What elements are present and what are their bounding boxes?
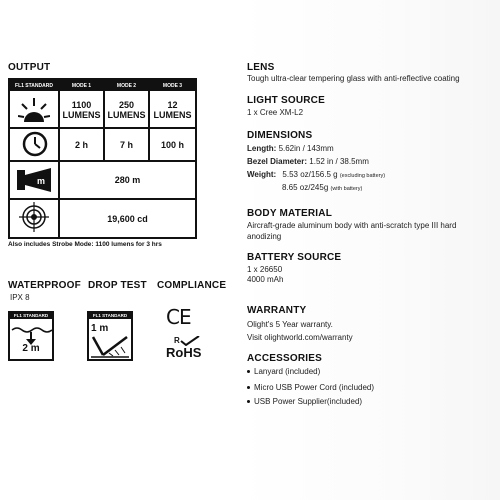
waterproof-badge — [8, 311, 54, 361]
header-mode-1: MODE 1 — [60, 80, 103, 91]
weight-value-1: 5.53 oz/156.5 g — [282, 170, 338, 179]
bullet-icon — [247, 386, 250, 389]
body-material-line-2: anodizing — [247, 232, 282, 241]
length-value: 5.62in / 143mm — [278, 144, 334, 153]
beam-distance-value: 280 m — [114, 175, 141, 185]
weight-note-2: (with battery) — [330, 186, 363, 192]
bullet-icon — [247, 400, 250, 403]
rohs-mark — [166, 336, 216, 360]
dimensions-weight-1 — [247, 170, 385, 179]
waterproof-badge-label: FL1 STANDARD — [10, 313, 52, 319]
length-label: Length: — [247, 144, 277, 153]
mode-2-runtime: 7 h — [119, 139, 133, 150]
beam-distance-icon — [15, 166, 53, 194]
header-mode-3: MODE 3 — [150, 80, 195, 91]
dimensions-bezel — [247, 157, 369, 166]
accessory-label: USB Power Supplier(included) — [254, 397, 363, 406]
dimensions-length — [247, 144, 334, 153]
mode-1-lumens: 1100 LUMENS — [62, 100, 101, 120]
mode-2-lumens: 250 LUMENS — [107, 100, 146, 120]
mode-3-runtime: 100 h — [160, 139, 184, 150]
light-source-text: 1 x Cree XM-L2 — [247, 108, 304, 117]
rohs-text: RoHS — [166, 345, 202, 360]
bullet-icon — [247, 370, 250, 373]
waterproof-heading: WATERPROOF — [8, 280, 81, 291]
dimensions-weight-2 — [282, 183, 362, 192]
light-source-heading: LIGHT SOURCE — [247, 95, 325, 106]
compliance-heading: COMPLIANCE — [157, 280, 227, 291]
weight-label: Weight: — [247, 170, 277, 179]
body-material-heading: BODY MATERIAL — [247, 208, 333, 219]
body-material-line-1: Aircraft-grade aluminum body with anti-scratch type III hard — [247, 221, 457, 230]
warranty-link: Visit olightworld.com/warranty — [247, 333, 353, 342]
battery-heading: BATTERY SOURCE — [247, 252, 342, 263]
peak-intensity-value: 19,600 cd — [107, 213, 148, 224]
bezel-label: Bezel Diameter: — [247, 157, 308, 166]
droptest-heading: DROP TEST — [88, 280, 147, 291]
target-icon — [19, 202, 49, 232]
dimensions-heading: DIMENSIONS — [247, 130, 313, 141]
weight-value-2: 8.65 oz/245g — [282, 183, 329, 192]
weight-note-1: (excluding battery) — [339, 173, 386, 179]
mode-3-lumens: 12 LUMENS — [153, 100, 192, 120]
clock-icon — [22, 131, 48, 157]
ce-mark: CE — [166, 305, 191, 329]
waterproof-rating: IPX 8 — [10, 293, 30, 302]
header-standard: FL1 STANDARD — [10, 80, 58, 91]
battery-line-2: 4000 mAh — [247, 275, 284, 284]
svg-text:m: m — [37, 176, 46, 186]
accessories-heading: ACCESSORIES — [247, 353, 322, 364]
brightness-icon — [18, 96, 50, 124]
warranty-line-1: Olight's 5 Year warranty. — [247, 320, 333, 329]
droptest-height: 1 m — [91, 323, 109, 334]
waterproof-depth: 2 m — [22, 343, 40, 354]
battery-line-1: 1 x 26650 — [247, 265, 283, 274]
drop-impact-icon — [89, 333, 131, 359]
lens-text: Tough ultra-clear tempering glass with anti-reflective coating — [247, 74, 460, 83]
strobe-note: Also includes Strobe Mode: 1100 lumens for 3 hrs — [8, 241, 162, 248]
accessory-item — [247, 367, 320, 376]
warranty-heading: WARRANTY — [247, 305, 307, 316]
mode-1-runtime: 2 h — [74, 139, 88, 150]
bezel-value: 1.52 in / 38.5mm — [309, 157, 369, 166]
accessory-label: Micro USB Power Cord (included) — [254, 383, 375, 392]
output-table — [8, 78, 197, 239]
droptest-badge — [87, 311, 133, 361]
output-heading: OUTPUT — [8, 62, 51, 73]
accessory-item — [247, 383, 374, 392]
lens-heading: LENS — [247, 62, 275, 73]
accessory-item — [247, 397, 362, 406]
rohs-check: R — [174, 336, 180, 345]
droptest-badge-label: FL1 STANDARD — [89, 313, 131, 319]
header-mode-2: MODE 2 — [105, 80, 148, 91]
accessory-label: Lanyard (included) — [254, 367, 321, 376]
